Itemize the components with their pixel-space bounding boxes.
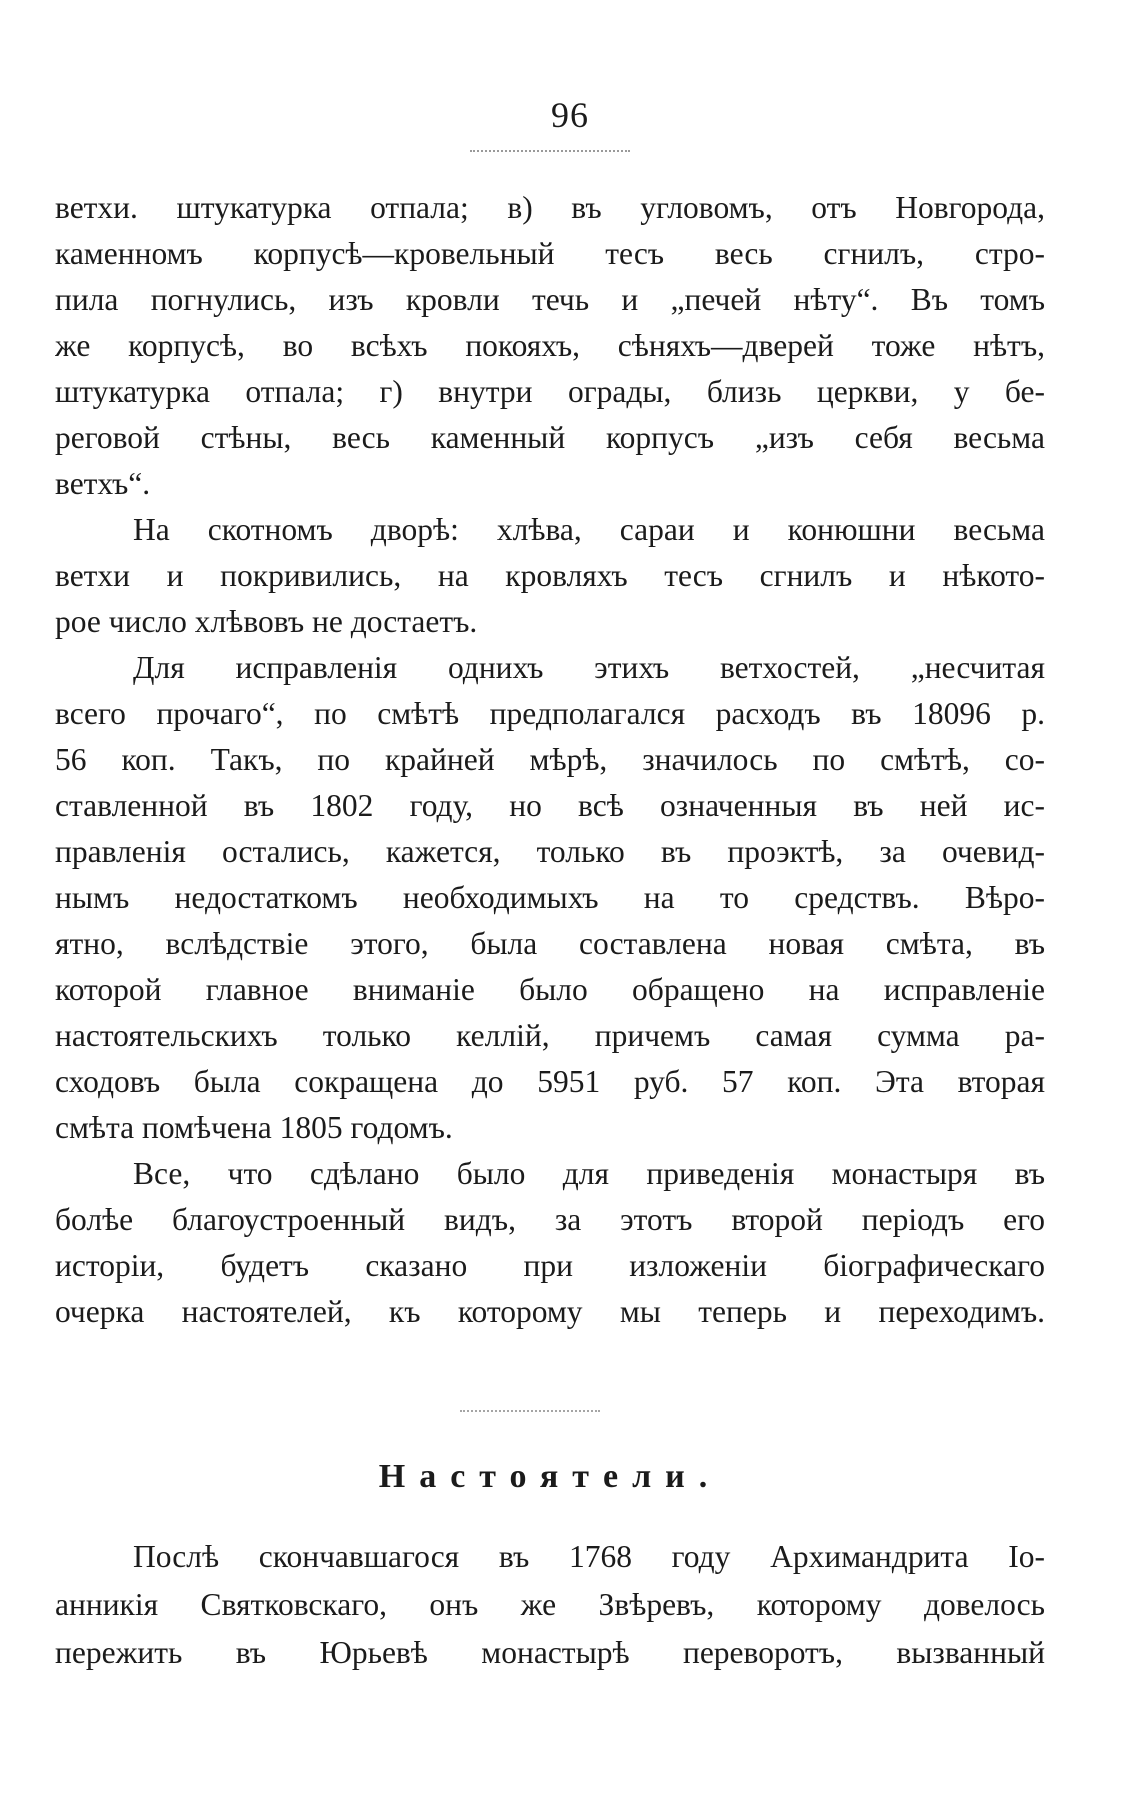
- text-line: пережить въ Юрьевѣ монастырѣ переворотъ, вызванный: [55, 1635, 1045, 1670]
- section-text: [55, 1533, 1045, 1677]
- text-line: каменномъ корпусѣ—кровельный тесъ весь сгнилъ, стро-: [55, 236, 1045, 271]
- text-line: правленія остались, кажется, только въ проэктѣ, за очевид-: [55, 834, 1045, 869]
- text-line: пила погнулись, изъ кровли течь и „печей нѣту“. Въ томъ: [55, 282, 1045, 317]
- text-line: настоятельскихъ только келлій, причемъ самая сумма ра-: [55, 1018, 1045, 1053]
- text-line: смѣта помѣчена 1805 годомъ.: [55, 1110, 453, 1145]
- text-line: реговой стѣны, весь каменный корпусъ „изъ себя весьма: [55, 420, 1045, 455]
- text-line: анникія Святковскаго, онъ же Звѣревъ, которому довелось: [55, 1587, 1045, 1622]
- text-line: сходовъ была сокращена до 5951 руб. 57 коп. Эта вторая: [55, 1064, 1045, 1099]
- text-line: болѣе благоустроенный видъ, за этотъ второй періодъ его: [55, 1202, 1045, 1237]
- text-line: всего прочаго“, по смѣтѣ предполагался расходъ въ 18096 р.: [55, 696, 1045, 731]
- text-line: 56 коп. Такъ, по крайней мѣрѣ, значилось по смѣтѣ, со-: [55, 742, 1045, 777]
- text-line: штукатурка отпала; г) внутри ограды, близь церкви, у бе-: [55, 374, 1045, 409]
- section-title: Настоятели.: [378, 1458, 722, 1495]
- text-line: очерка настоятелей, къ которому мы теперь и переходимъ.: [55, 1294, 1045, 1329]
- text-line: исторіи, будетъ сказано при изложеніи біографическаго: [55, 1248, 1045, 1283]
- text-line: нымъ недостаткомъ необходимыхъ на то средствъ. Вѣро-: [55, 880, 1045, 915]
- text-line: Все, что сдѣлано было для приведенія монастыря въ: [133, 1156, 1045, 1191]
- text-line: На скотномъ дворѣ: хлѣва, сараи и конюшни весьма: [133, 512, 1045, 547]
- text-line: ставленной въ 1802 году, но всѣ означенныя въ ней ис-: [55, 788, 1045, 823]
- text-line: которой главное вниманіе было обращено на исправленіе: [55, 972, 1045, 1007]
- page-number-rule: [470, 150, 630, 152]
- text-line: Послѣ скончавшагося въ 1768 году Архимандрита Іо-: [133, 1539, 1045, 1574]
- main-text: [55, 185, 1045, 1335]
- section-divider: [460, 1410, 600, 1412]
- page-number: 96: [551, 95, 589, 135]
- text-line: ятно, вслѣдствіе этого, была составлена новая смѣта, въ: [55, 926, 1045, 961]
- text-line: ветхи и покривились, на кровляхъ тесъ сгнилъ и нѣкото-: [55, 558, 1045, 593]
- text-line: ветхи. штукатурка отпала; в) въ угловомъ, отъ Новгорода,: [55, 190, 1045, 225]
- text-line: Для исправленія однихъ этихъ ветхостей, „несчитая: [133, 650, 1045, 685]
- text-line: ветхъ“.: [55, 466, 151, 501]
- text-line: рое число хлѣвовъ не достаетъ.: [55, 604, 478, 639]
- text-line: же корпусѣ, во всѣхъ покояхъ, сѣняхъ—дверей тоже нѣтъ,: [55, 328, 1045, 363]
